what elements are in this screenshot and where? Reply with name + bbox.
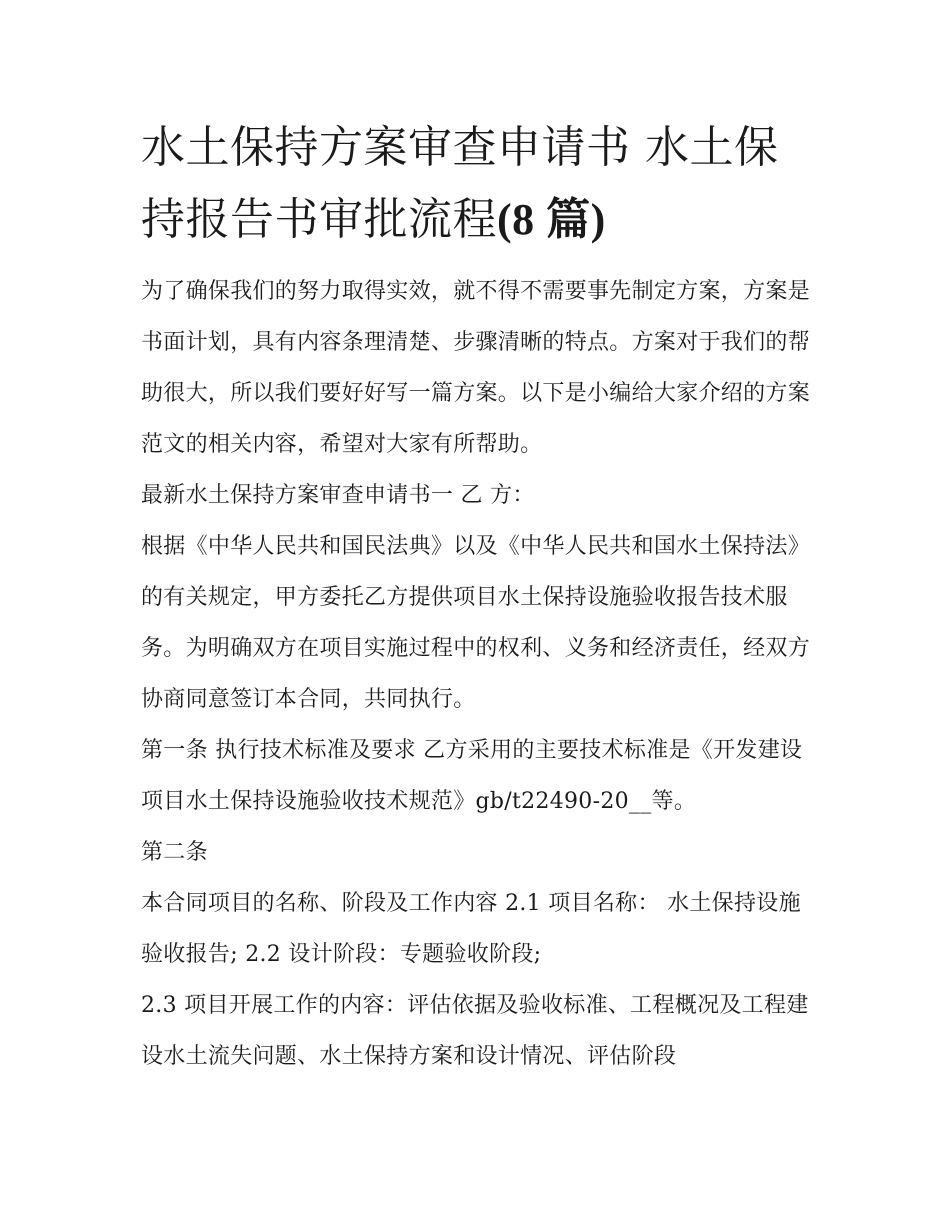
contract-basis-paragraph: 根据《中华人民共和国民法典》以及《中华人民共和国水土保持法》的有关规定，甲方委托乙方提供项目水土保持设施验收报告技术服务。为明确双方在项目实施过程中的权利、义务和经济责任，经双方协商同意签订本合同，共同执行。 [141, 534, 811, 712]
project-name-paragraph: 本合同项目的名称、阶段及工作内容 2.1 项目名称： 水土保持设施验收报告; 2.2 设计阶段：专题验收阶段; [141, 891, 801, 967]
title-count: (8 篇) [497, 195, 606, 244]
title-main: 水土保持方案审查申请书 水土保持报告书审批流程 [141, 122, 779, 245]
article-one-paragraph: 第一条 执行技术标准及要求 乙方采用的主要技术标准是《开发建设项目水土保持设施验收技术规范》gb/t22490-20__等。 [141, 738, 803, 814]
work-content-paragraph: 2.3 项目开展工作的内容：评估依据及验收标准、工程概况及工程建设水土流失问题、水土保持方案和设计情况、评估阶段 [141, 993, 809, 1069]
document-content [141, 112, 813, 1082]
document-body [141, 266, 813, 1082]
section-heading-party: 最新水土保持方案审查申请书一 乙 方： [141, 483, 535, 508]
intro-paragraph: 为了确保我们的努力取得实效，就不得不需要事先制定方案，方案是书面计划，具有内容条理清楚、步骤清晰的特点。方案对于我们的帮助很大，所以我们要好好写一篇方案。以下是小编给大家介绍的方案范文的相关内容，希望对大家有所帮助。 [141, 279, 811, 457]
document-title [141, 112, 813, 256]
article-two-heading: 第二条 [141, 840, 208, 865]
